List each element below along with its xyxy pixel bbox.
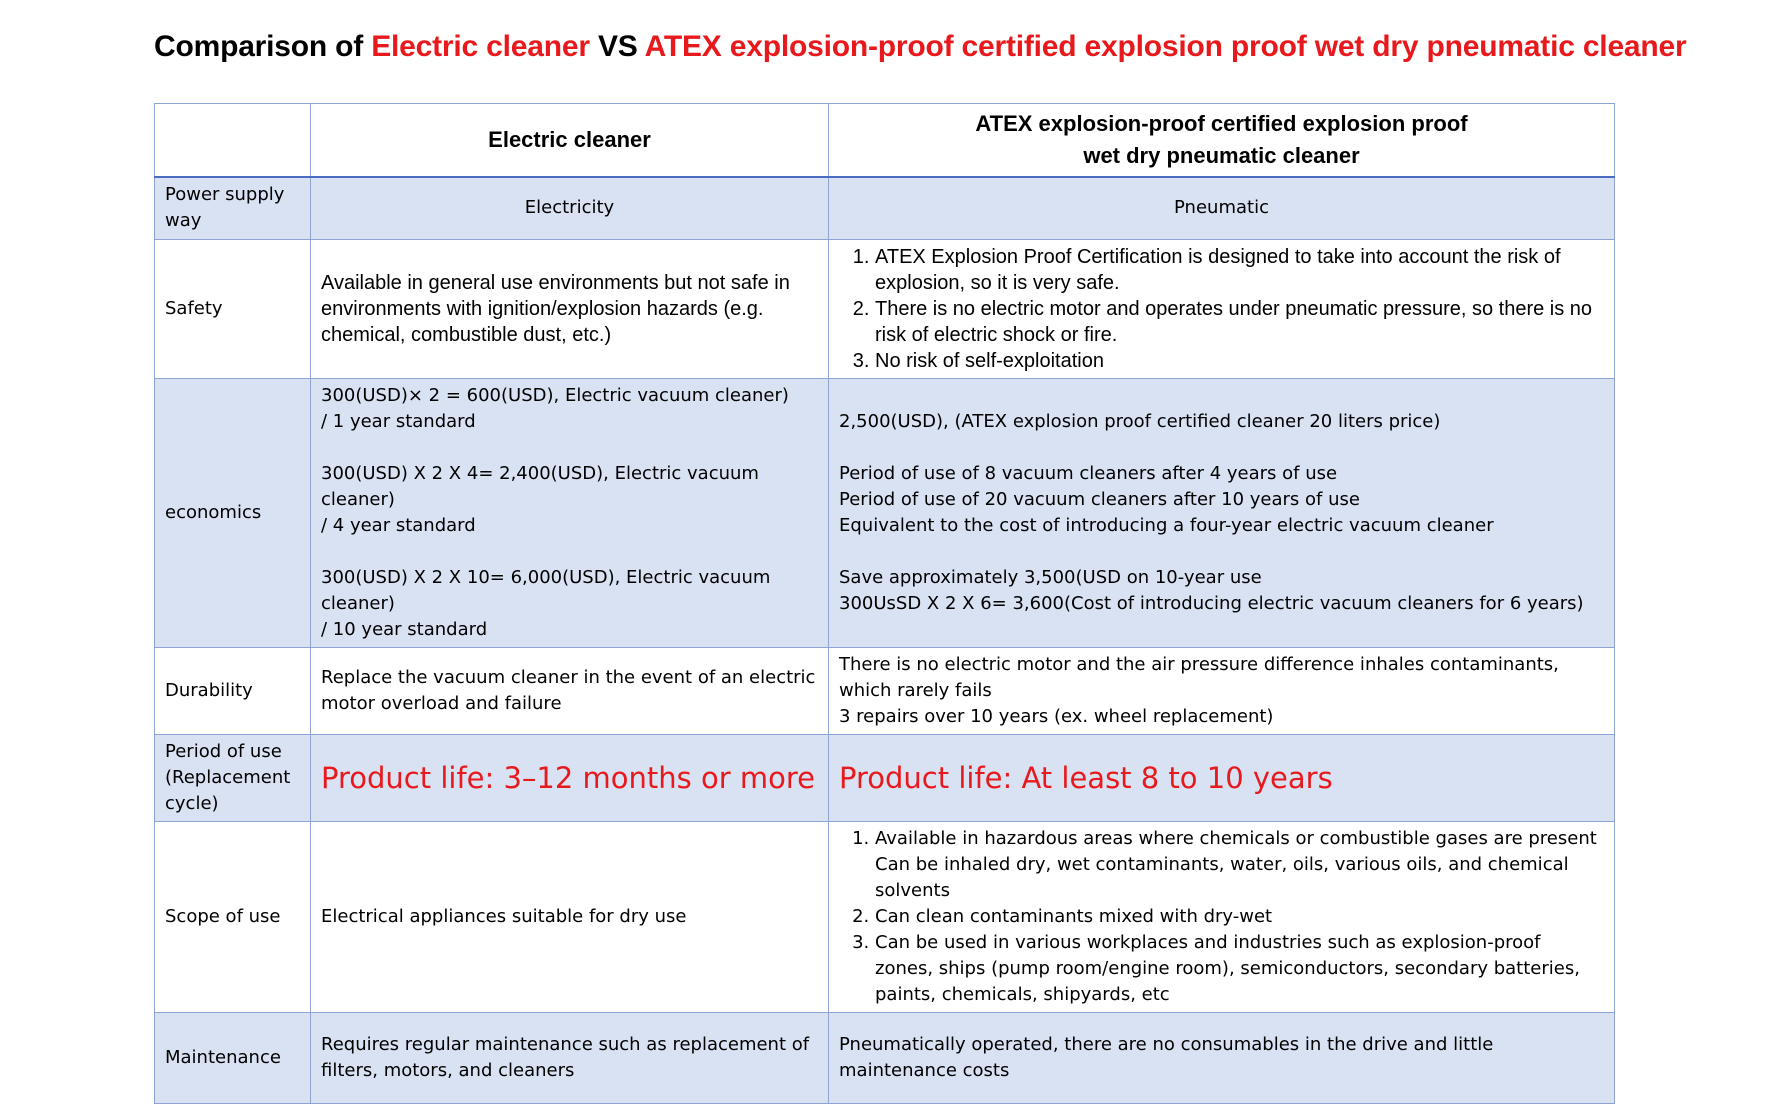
safety-electric-cell: Available in general use environments but not safe in environments with ignition/explosion hazards (e.g. chemical, combustible dust, etc.) bbox=[311, 239, 829, 378]
row-label-economics: economics bbox=[155, 378, 311, 647]
header-empty-cell bbox=[155, 104, 311, 178]
header-pneumatic-line1: ATEX explosion-proof certified explosion proof bbox=[975, 111, 1468, 136]
economics-pneumatic-line: Period of use of 20 vacuum cleaners after 10 years of use bbox=[839, 488, 1360, 510]
durability-pneumatic-line: 3 repairs over 10 years (ex. wheel replacement) bbox=[839, 705, 1274, 727]
scope-pneumatic-list bbox=[839, 826, 1604, 1008]
comparison-table bbox=[154, 103, 1615, 1104]
scope-pneumatic-cell bbox=[829, 821, 1615, 1012]
economics-pneumatic-line: 2,500(USD), (ATEX explosion proof certified cleaner 20 liters price) bbox=[839, 410, 1441, 432]
list-item bbox=[875, 826, 1604, 904]
scope-item1-line2: Can be inhaled dry, wet contaminants, water, oils, various oils, and chemical solvents bbox=[875, 853, 1569, 901]
table-row-maintenance bbox=[155, 1012, 1615, 1103]
economics-pneumatic-cell bbox=[829, 378, 1615, 647]
economics-electric-line: 300(USD) X 2 X 4= 2,400(USD), Electric vacuum cleaner) bbox=[321, 462, 759, 510]
economics-electric-line: / 1 year standard bbox=[321, 410, 476, 432]
row-label-safety: Safety bbox=[155, 239, 311, 378]
period-pneumatic-cell: Product life: At least 8 to 10 years bbox=[829, 734, 1615, 821]
row-label-durability: Durability bbox=[155, 647, 311, 734]
title-left-item: Electric cleaner bbox=[371, 30, 590, 63]
economics-electric-line: 300(USD) X 2 X 10= 6,000(USD), Electric vacuum cleaner) bbox=[321, 566, 771, 614]
table-header-row bbox=[155, 104, 1615, 178]
economics-electric-cell bbox=[311, 378, 829, 647]
power-pneumatic-cell: Pneumatic bbox=[829, 177, 1615, 239]
economics-pneumatic-line: Period of use of 8 vacuum cleaners after 4 years of use bbox=[839, 462, 1338, 484]
list-item: 3. Can be used in various workplaces and industries such as explosion-proof zones, ships (pump room/engine room), semiconductors, secondary batteries, paints, chemicals, shipyards, etc bbox=[875, 930, 1604, 1008]
list-item: 2. There is no electric motor and operates under pneumatic pressure, so there is no risk of electric shock or fire. bbox=[875, 296, 1604, 348]
row-label-power-supply: Power supply way bbox=[155, 177, 311, 239]
economics-pneumatic-line: Save approximately 3,500(USD on 10-year use bbox=[839, 566, 1262, 588]
table-row-power-supply bbox=[155, 177, 1615, 239]
list-item: 3. No risk of self-exploitation bbox=[875, 348, 1604, 374]
table-row-scope-of-use bbox=[155, 821, 1615, 1012]
safety-pneumatic-list bbox=[839, 244, 1604, 374]
header-electric-cleaner: Electric cleaner bbox=[311, 104, 829, 178]
table-row-durability bbox=[155, 647, 1615, 734]
economics-pneumatic-line: 300UsSD X 2 X 6= 3,600(Cost of introducing electric vacuum cleaners for 6 years) bbox=[839, 592, 1584, 614]
table-row-safety bbox=[155, 239, 1615, 378]
header-pneumatic-cleaner bbox=[829, 104, 1615, 178]
durability-pneumatic-line: There is no electric motor and the air pressure difference inhales contaminants, which rarely fails bbox=[839, 653, 1559, 701]
durability-pneumatic-cell bbox=[829, 647, 1615, 734]
economics-electric-line: 300(USD)× 2 = 600(USD), Electric vacuum cleaner) bbox=[321, 384, 789, 406]
row-label-maintenance: Maintenance bbox=[155, 1012, 311, 1103]
title-vs: VS bbox=[589, 30, 645, 63]
title-right-item: ATEX explosion-proof certified explosion proof wet dry pneumatic cleaner bbox=[644, 30, 1687, 63]
scope-item1-line1: 1. Available in hazardous areas where chemicals or combustible gases are present bbox=[875, 827, 1597, 849]
table-row-economics bbox=[155, 378, 1615, 647]
scope-electric-cell: Electrical appliances suitable for dry use bbox=[311, 821, 829, 1012]
economics-electric-line: / 4 year standard bbox=[321, 514, 476, 536]
economics-pneumatic-line: Equivalent to the cost of introducing a four-year electric vacuum cleaner bbox=[839, 514, 1494, 536]
header-pneumatic-line2: wet dry pneumatic cleaner bbox=[1083, 143, 1360, 168]
page-title bbox=[154, 30, 1687, 64]
row-label-period-of-use: Period of use (Replacement cycle) bbox=[155, 734, 311, 821]
safety-pneumatic-cell bbox=[829, 239, 1615, 378]
period-electric-cell: Product life: 3–12 months or more bbox=[311, 734, 829, 821]
title-prefix: Comparison of bbox=[154, 30, 372, 63]
maintenance-pneumatic-cell: Pneumatically operated, there are no consumables in the drive and little maintenance costs bbox=[829, 1012, 1615, 1103]
economics-electric-line: / 10 year standard bbox=[321, 618, 488, 640]
table-row-period-of-use bbox=[155, 734, 1615, 821]
row-label-scope-of-use: Scope of use bbox=[155, 821, 311, 1012]
list-item: 2. Can clean contaminants mixed with dry-wet bbox=[875, 904, 1604, 930]
power-electric-cell: Electricity bbox=[311, 177, 829, 239]
maintenance-electric-cell: Requires regular maintenance such as replacement of filters, motors, and cleaners bbox=[311, 1012, 829, 1103]
durability-electric-cell: Replace the vacuum cleaner in the event of an electric motor overload and failure bbox=[311, 647, 829, 734]
list-item: 1. ATEX Explosion Proof Certification is designed to take into account the risk of explosion, so it is very safe. bbox=[875, 244, 1604, 296]
